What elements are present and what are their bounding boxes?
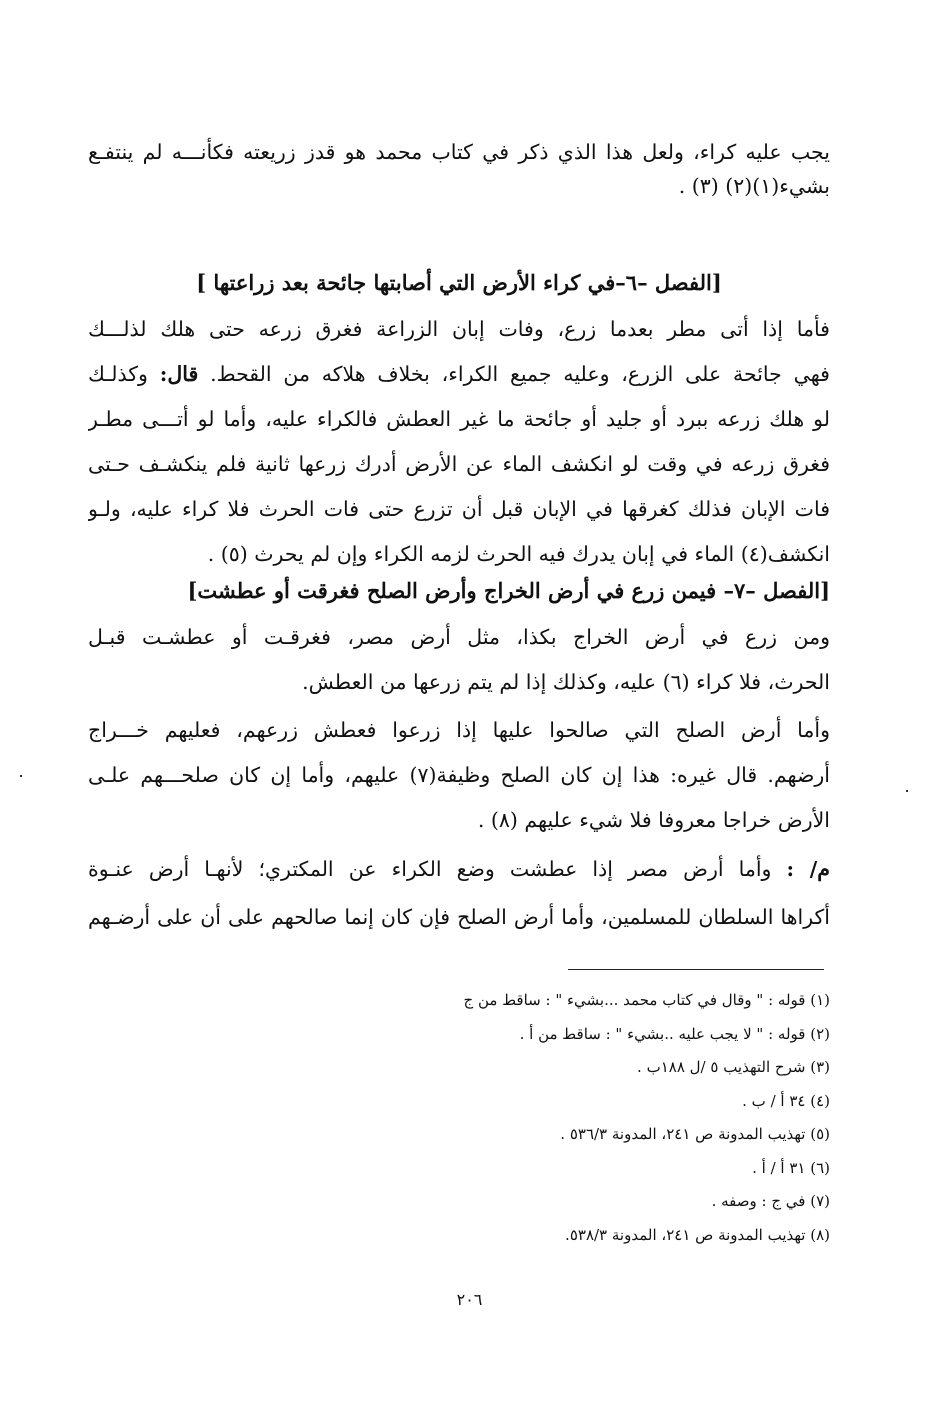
page-number: ٢٠٦ bbox=[456, 1290, 483, 1309]
footnotes bbox=[88, 984, 830, 1252]
paragraph-top bbox=[88, 135, 830, 203]
text-fragment: وأما أرض مصر إذا عطشت وضع الكراء عن المكتري؛ لأنهـا أرض عنـوة bbox=[88, 857, 772, 881]
text-line: ومن زرع في أرض الخراج بكذا، مثل أرض مصر، فغرقـت أو عطشـت قبـل bbox=[88, 625, 830, 649]
section-heading-7: [الفصل –٧– فيمن زرع في أرض الخراج وأرض الصلح فغرقت أو عطشت] bbox=[187, 578, 830, 603]
text-line bbox=[88, 352, 830, 397]
footnote: (٦) ٣١ أ / أ . bbox=[752, 1158, 830, 1177]
footnote: (٨) تهذيب المدونة ص ٢٤١، المدونة ٥٣٨/٣. bbox=[565, 1225, 830, 1244]
footnote: (٥) تهذيب المدونة ص ٢٤١، المدونة ٥٣٦/٣ . bbox=[560, 1125, 830, 1143]
footnote-divider bbox=[568, 969, 824, 970]
text-line bbox=[88, 845, 830, 893]
qal-label: قال: bbox=[159, 362, 199, 386]
section-heading-6: [الفصل –٦–في كراء الأرض التي أصابتها جائحة بعد زراعتها ] bbox=[196, 270, 722, 295]
text-line: لو هلك زرعه ببرد أو جليد أو جائحة ما غير العطش فالكراء عليه، وأما لو أتـــى مطـر bbox=[88, 407, 830, 431]
text-line: أرضهم. قال غيره: هذا إن كان الصلح وظيفة(٧) عليهم، وأما إن كان صلحـــهم علـى bbox=[88, 763, 830, 787]
text-line: وأما أرض الصلح التي صالحوا عليها إذا زرعوا فعطش زرعهم، فعليهم خـــراج bbox=[88, 718, 830, 742]
speaker-label: م/ : bbox=[786, 857, 830, 881]
text-line: أكراها السلطان للمسلمين، وأما أرض الصلح فإن كان إنما صالحهم على أن على أرضـهم bbox=[88, 905, 830, 929]
text-line: فغرق زرعه في وقت لو انكشف الماء عن الأرض أدرك زرعها ثانية فلم ينكشـف حـتى bbox=[88, 452, 830, 476]
section-m-body bbox=[88, 845, 830, 941]
text-fragment: وكذلـك bbox=[88, 362, 148, 386]
text-line: الحرث، فلا كراء (٦) عليه، وكذلك إذا لم يتم زرعها من العطش. bbox=[302, 670, 830, 694]
footnote: (٧) في ج : وصفه . bbox=[711, 1192, 830, 1210]
text-line: انكشف(٤) الماء في إبان يدرك فيه الحرث لزمه الكراء وإن لم يحرث (٥) . bbox=[207, 542, 830, 566]
footnote: (٢) قوله : " لا يجب عليه ..بشيء " : ساقط من أ . bbox=[519, 1024, 830, 1043]
text-fragment: فهي جائحة على الزرع، وعليه جميع الكراء، بخلاف هلاكه من القحط. bbox=[210, 362, 830, 386]
text-line: فأما إذا أتى مطر بعدما زرع، وفات إبان الزراعة فغرق زرعه حتى هلك لذلـــك bbox=[88, 317, 830, 341]
text-line: فات الإبان فذلك كغرقها في الإبان قبل أن تزرع حتى فات الحرث فلا كراء عليه، ولـو bbox=[88, 497, 830, 521]
section-7-body bbox=[88, 615, 830, 843]
text-line: بشيء(١)(٢) (٣) . bbox=[678, 174, 830, 198]
section-6-body bbox=[88, 307, 830, 577]
scan-speck bbox=[20, 775, 22, 777]
text-line: يجب عليه كراء، ولعل هذا الذي ذكر في كتاب محمد هو قدز زريعته فكأنـــه لم ينتفـع bbox=[88, 140, 830, 164]
text-line: الأرض خراجا معروفا فلا شيء عليهم (٨) . bbox=[477, 808, 830, 832]
footnote: (١) قوله : " وقال في كتاب محمد ...بشيء " : ساقط من ج bbox=[463, 991, 830, 1009]
footnote: (٤) ٣٤ أ / ب . bbox=[742, 1091, 830, 1110]
scan-speck bbox=[906, 790, 908, 792]
footnote: (٣) شرح التهذيب ٥ /ل ١٨٨ب . bbox=[637, 1058, 830, 1076]
